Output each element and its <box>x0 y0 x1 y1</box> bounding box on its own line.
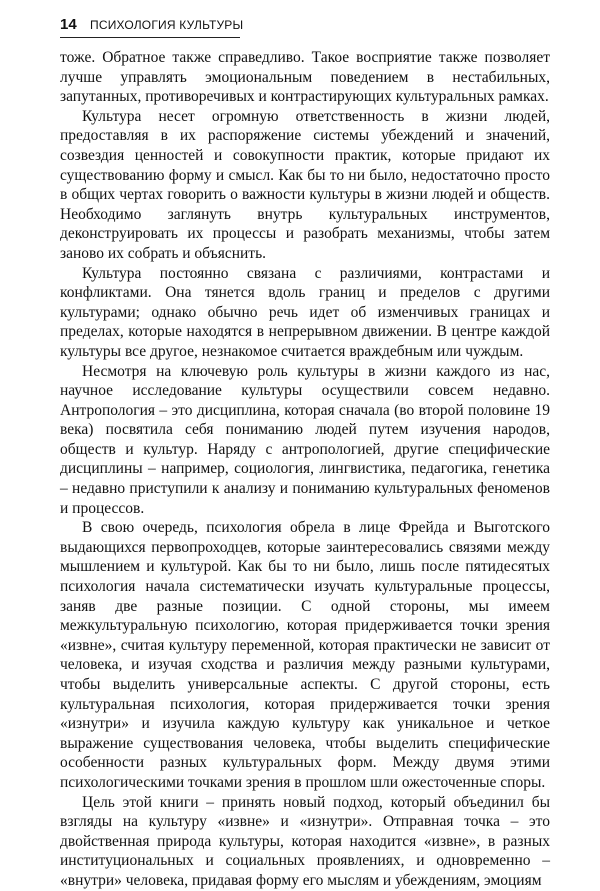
paragraph: Культура постоянно связана с различиями, контрастами и конфликтами. Она тянется вдоль границ и пределов с другими культурами; однако обычно речь идет об изменчивых границах и пределах, которые находятся в непрерывном движении. В центре каждой культуры все другое, незнакомое считается враждебным или чуждым. <box>60 264 550 360</box>
page-number: 14 <box>60 16 77 33</box>
page-header <box>60 16 540 38</box>
body-text <box>60 48 550 891</box>
paragraph: Культура несет огромную ответственность в жизни людей, предоставляя в их распоряжение системы убеждений и значений, созвездия ценностей и совокупности практик, которые придают их существованию форму и смысл. Как бы то ни было, недостаточно просто в общих чертах говорить о важности культуры в жизни людей и обществ. Необходимо заглянуть внутрь культуральных инструментов, деконструировать их процессы и разобрать механизмы, чтобы затем заново их собрать и объяснить. <box>60 107 550 262</box>
paragraph: В свою очередь, психология обрела в лице Фрейда и Выготского выдающихся первопроходцев, которые заинтересовались связями между мышлением и культурой. Как бы то ни было, лишь после пятидесятых психология начала систематически изучать культуральные процессы, заняв две разные позиции. С одной стороны, мы имеем межкультуральную психологию, которая придерживается точки зрения «извне», считая культуру переменной, которая практически не зависит от человека, и изучая сходства и различия между разными культурами, чтобы выделить универсальные аспекты. С другой стороны, есть культуральная психология, которая придерживается точки зрения «изнутри» и изучила каждую культуру как уникальное и четкое выражение существования человека, чтобы выделить специфические особенности разных культуральных форм. Между двумя этими психологическими точками зрения в прошлом шли ожесточенные споры. <box>60 519 550 791</box>
paragraph: тоже. Обратное также справедливо. Такое восприятие также позволяет лучше управлять эмоциональным поведением в нестабильных, запутанных, противоречивых и контрастирующих культуральных рамках. <box>60 49 550 106</box>
paragraph: Несмотря на ключевую роль культуры в жизни каждого из нас, научное исследование культуры осуществили совсем недавно. Антропология – это дисциплина, которая сначала (во второй половине 19 века) посвятила себя пониманию людей путем изучения народов, обществ и культур. Наряду с антропологией, другие специфические дисциплины – например, социология, лингвистика, педагогика, генетика – недавно приступили к анализу и пониманию культуральных феноменов и процессов. <box>60 362 550 517</box>
running-title: ПСИХОЛОГИЯ КУЛЬТУРЫ <box>90 18 244 32</box>
paragraph: Цель этой книги – принять новый подход, который объединил бы взгляды на культуру «извне» и «изнутри». Отправная точка – это двойственная природа культуры, которая находится «извне», в разных институциональных и социальных проявлениях, и одновременно – «внутри» человека, придавая форму его мыслям и убеждениям, эмоциям <box>60 793 550 889</box>
header-rule <box>60 37 240 38</box>
